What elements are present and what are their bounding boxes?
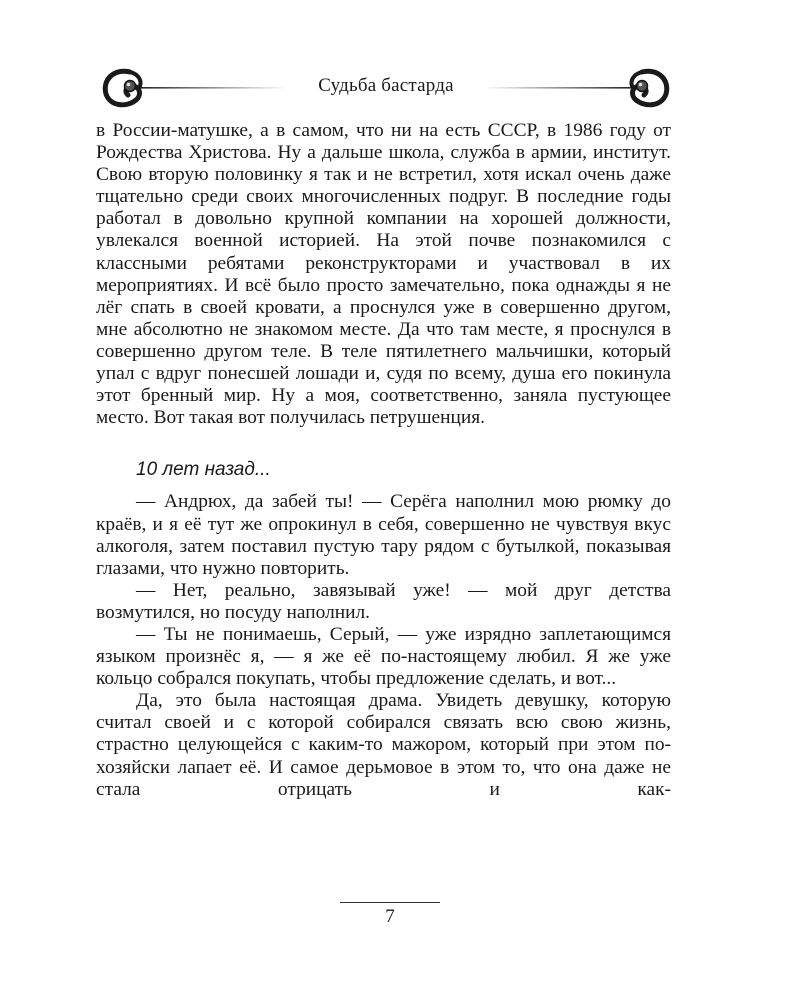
paragraph: Да, это была настоящая драма. Увидеть девушку, которую считал своей и с которой собирался связать всю свою жизнь, страстно целующейся с каким-то мажором, который при этом по-хозяйски лапает её. И самое дерьмовое в этом то, что она даже не стала отрицать и как- bbox=[96, 690, 671, 800]
paragraph: — Нет, реально, завязывай уже! — мой друг детства возмутился, но посуду наполнил. bbox=[96, 579, 671, 623]
footer-divider bbox=[340, 902, 440, 903]
book-title: Судьба бастарда bbox=[318, 75, 454, 96]
running-header bbox=[96, 62, 676, 114]
page-number: 7 bbox=[385, 906, 395, 927]
paragraph: — Андрюх, да забей ты! — Серёга наполнил мою рюмку до краёв, и я её тут же опрокинул в себя, совершенно не чувствуя вкус алкоголя, затем поставил пустую тару рядом с бутылкой, показывая глазами, что нужно повторить. bbox=[96, 491, 671, 579]
section-heading: 10 лет назад... bbox=[136, 459, 271, 481]
page-body bbox=[96, 120, 671, 801]
paragraph: — Ты не понимаешь, Серый, — уже изрядно заплетающимся языком произнёс я, — я же её по-настоящему любил. Я же уже кольцо собрался покупать, чтобы предложение сделать, и вот... bbox=[96, 623, 671, 690]
paragraph: в России-матушке, а в самом, что ни на есть СССР, в 1986 году от Рождества Христова. Ну а дальше школа, служба в армии, институт. Свою вторую половинку я так и не встретил, хотя искал очень даже тщательно среди своих многочисленных подруг. В последние годы работал в довольно крупной компании на хорошей должности, увлекался военной историей. На этой почве познакомился с классными ребятами реконструкторами и участвовал в их мероприятиях. И всё было просто замечательно, пока однажды я не лёг спать в своей кровати, а проснулся уже в совершенно другом, мне абсолютно не знакомом месте. Да что там месте, я проснулся в совершенно другом теле. В теле пятилетнего мальчишки, который упал с вдруг понесшей лошади и, судя по всему, душа его покинула этот бренный мир. Ну а моя, соответственно, заняла пустующее место. Вот такая вот получилась петрушенция. bbox=[96, 120, 671, 429]
right-ornament-icon bbox=[476, 62, 676, 114]
